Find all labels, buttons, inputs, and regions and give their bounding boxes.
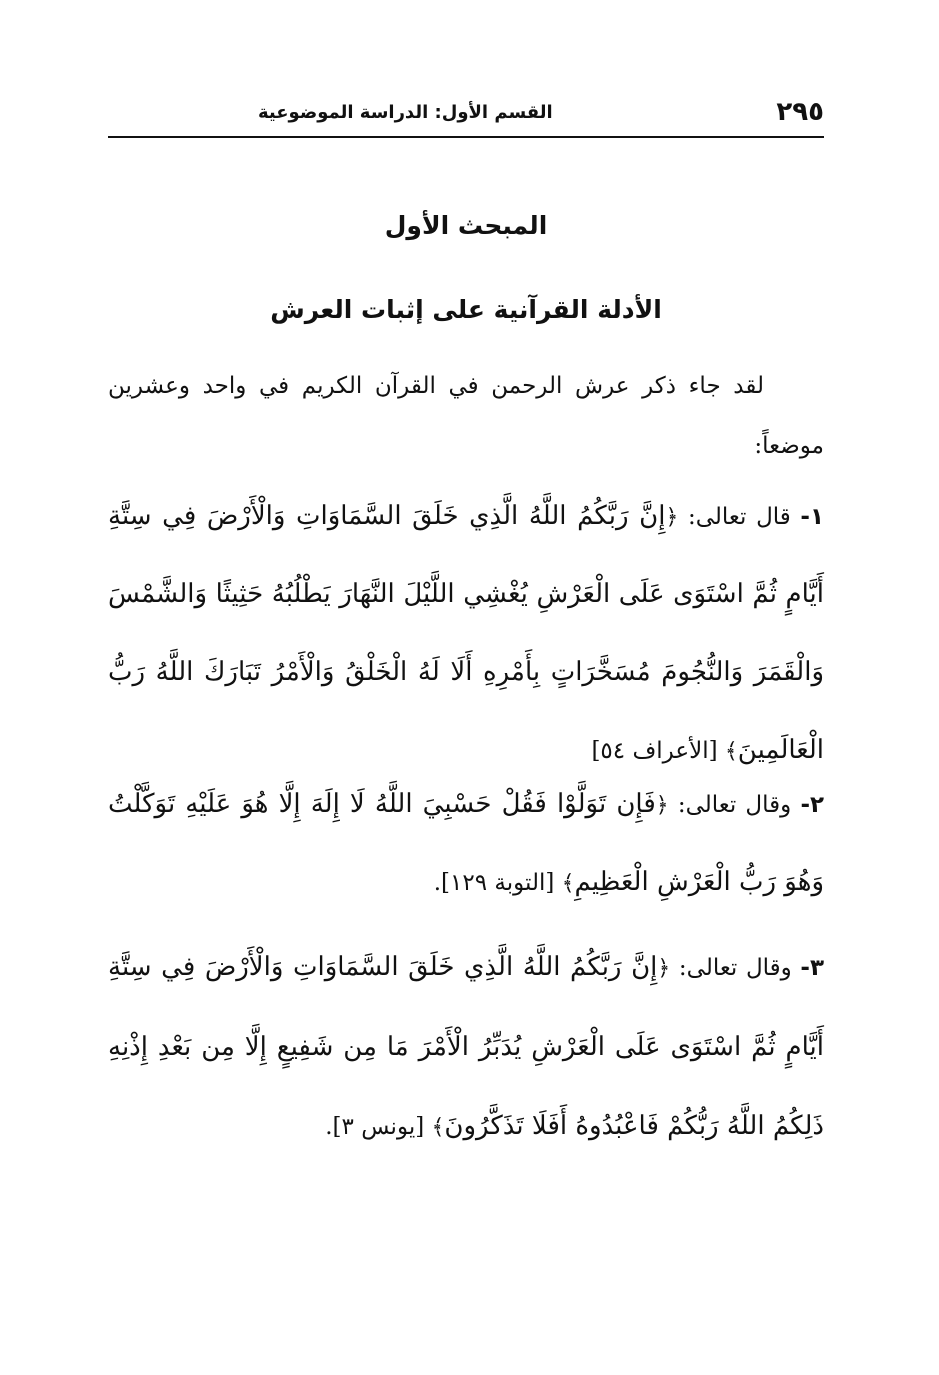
- intro-paragraph: لقد جاء ذكر عرش الرحمن في القرآن الكريم في واحد وعشرين موضعاً:: [108, 373, 824, 459]
- section-heading: المبحث الأول: [384, 211, 548, 240]
- section-subheading: الأدلة القرآنية على إثبات العرش: [270, 295, 662, 324]
- item-lead: وقال تعالى:: [677, 792, 792, 818]
- item-number: ٢-: [800, 792, 825, 818]
- verse-close-bracket: ﴾: [561, 871, 575, 896]
- quran-verse: فَإِن تَوَلَّوْا فَقُلْ حَسْبِيَ اللَّهُ لَا إِلَهَ إِلَّا هُوَ عَلَيْهِ تَوَكَّلْتُ وَهُوَ رَبُّ الْعَرْشِ الْعَظِيمِ: [108, 789, 824, 897]
- verse-open-bracket: ﴿: [665, 505, 679, 530]
- page-number: ٢٩٥: [776, 97, 824, 127]
- item-lead: قال تعالى:: [688, 504, 791, 530]
- verse-close-bracket: ﴾: [431, 1115, 445, 1140]
- verse-item-3: [108, 928, 824, 1167]
- item-number: ١-: [800, 504, 825, 530]
- verse-citation: [الأعراف ٥٤]: [591, 738, 718, 764]
- verse-item-1: [108, 478, 824, 790]
- quran-verse: إِنَّ رَبَّكُمُ اللَّهُ الَّذِي خَلَقَ السَّمَاوَاتِ وَالْأَرْضَ فِي سِتَّةِ أَيَّامٍ ثُمَّ اسْتَوَى عَلَى الْعَرْشِ يُدَبِّرُ الْأَمْرَ مَا مِن شَفِيعٍ إِلَّا مِن بَعْدِ إِذْنِهِ ذَلِكُمُ اللَّهُ رَبُّكُمْ فَاعْبُدُوهُ أَفَلَا تَذَكَّرُونَ: [108, 952, 824, 1141]
- verse-citation: [يونس ٣].: [325, 1114, 425, 1140]
- verse-citation: [التوبة ١٢٩].: [433, 870, 555, 896]
- item-number: ٣-: [800, 955, 824, 981]
- verse-close-bracket: ﴾: [724, 739, 738, 764]
- verse-open-bracket: ﴿: [657, 956, 671, 981]
- header-divider: [108, 136, 824, 138]
- item-lead: وقال تعالى:: [678, 955, 792, 981]
- running-header: [108, 92, 824, 132]
- verse-open-bracket: ﴿: [655, 793, 669, 818]
- running-header-title: القسم الأول: الدراسة الموضوعية: [258, 101, 553, 123]
- verse-item-2: [108, 766, 824, 922]
- quran-verse: إِنَّ رَبَّكُمُ اللَّهُ الَّذِي خَلَقَ السَّمَاوَاتِ وَالْأَرْضَ فِي سِتَّةِ أَيَّامٍ ثُمَّ اسْتَوَى عَلَى الْعَرْشِ يُغْشِي اللَّيْلَ النَّهَارَ يَطْلُبُهُ حَثِيثًا وَالشَّمْسَ وَالْقَمَرَ وَالنُّجُومَ مُسَخَّرَاتٍ بِأَمْرِهِ أَلَا لَهُ الْخَلْقُ وَالْأَمْرُ تَبَارَكَ اللَّهُ رَبُّ الْعَالَمِينَ: [108, 501, 824, 765]
